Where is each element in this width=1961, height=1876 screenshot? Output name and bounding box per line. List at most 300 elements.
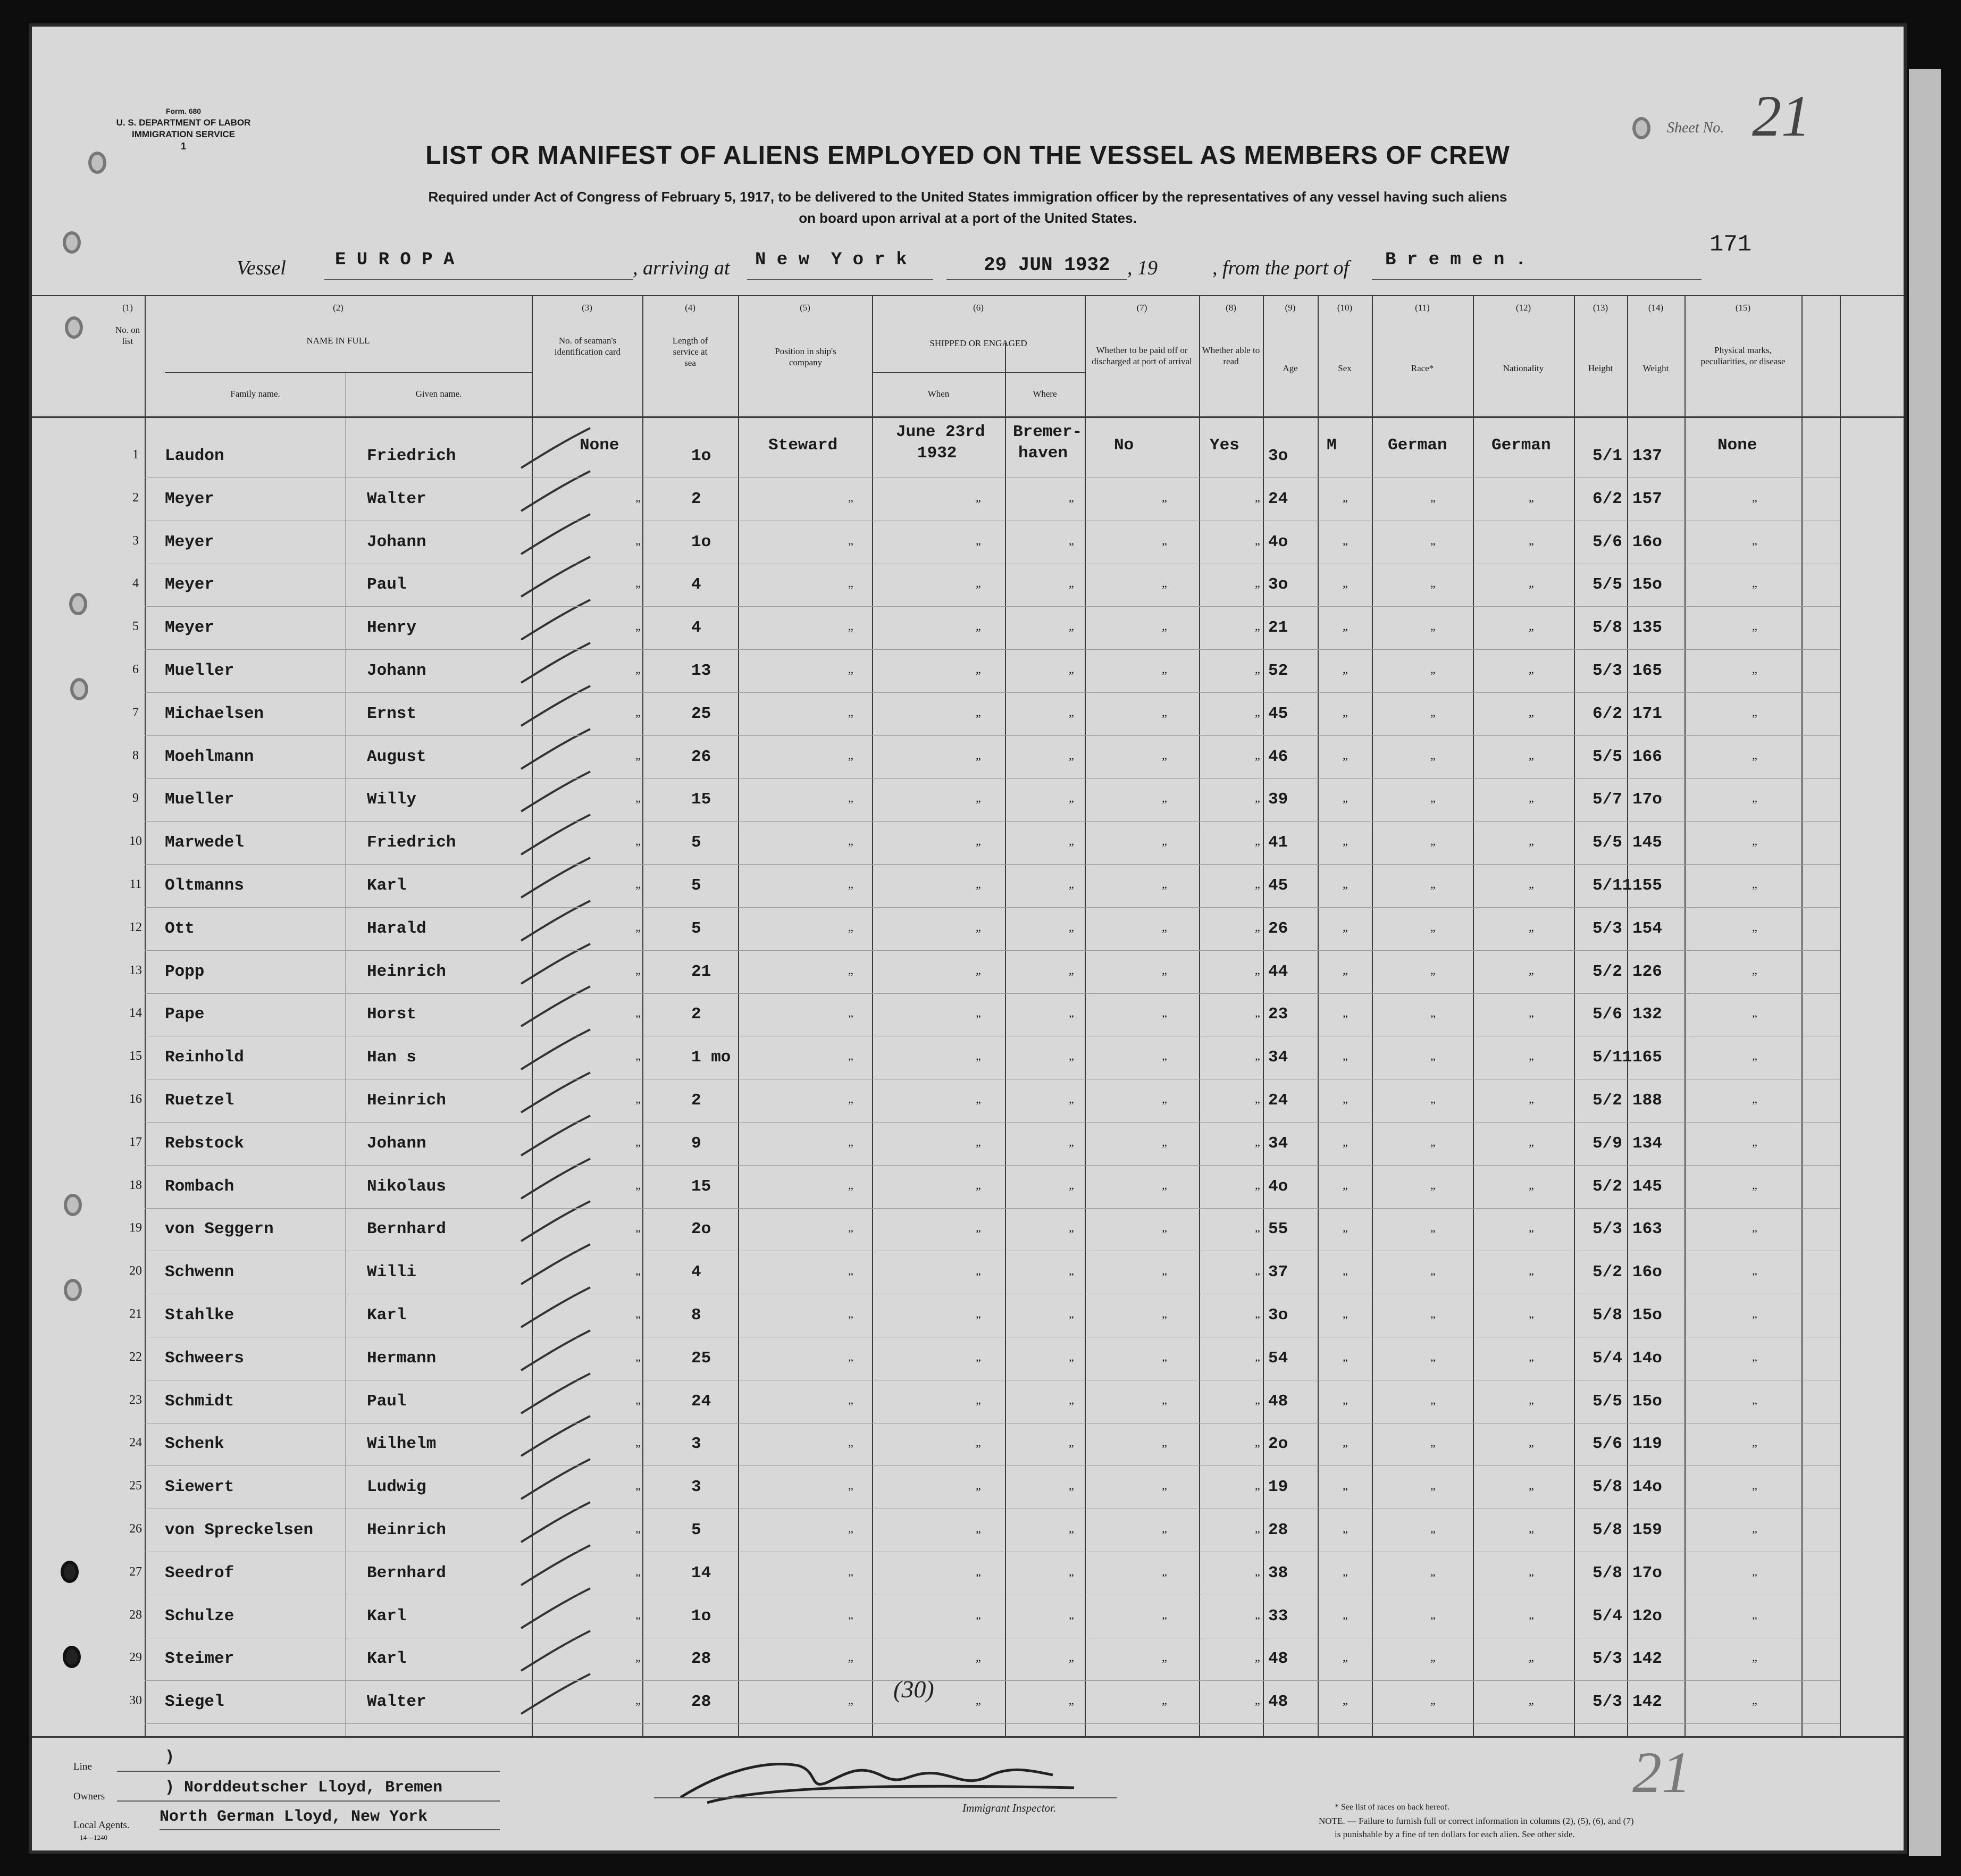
- age: 37: [1268, 1263, 1288, 1282]
- marks-ditto: ”: [1752, 497, 1757, 510]
- race-ditto: ”: [1430, 970, 1436, 983]
- service-length: 2: [691, 1091, 701, 1110]
- height: 5/1: [1593, 447, 1622, 465]
- height: 5/5: [1593, 1392, 1622, 1411]
- weight: 15o: [1632, 1306, 1662, 1325]
- given-name: Horst: [367, 1005, 417, 1024]
- marks-ditto: ”: [1752, 1528, 1757, 1542]
- row-number: 1: [132, 448, 139, 462]
- subtitle-line-2: on board upon arrival at a port of the United States.: [799, 210, 1137, 226]
- given-name: Bernhard: [367, 1220, 446, 1238]
- race-ditto: ”: [1430, 841, 1436, 854]
- weight: 188: [1632, 1091, 1662, 1110]
- col-5-label: Position in ship's company: [775, 346, 836, 367]
- service-length: 5: [691, 833, 701, 852]
- check-mark: [510, 1500, 596, 1547]
- marks-ditto: ”: [1752, 970, 1757, 983]
- height: 5/2: [1593, 1091, 1622, 1110]
- where-ditto: ”: [1069, 1442, 1074, 1455]
- height: 5/11: [1593, 876, 1632, 895]
- age: 4o: [1268, 533, 1288, 551]
- weight: 17o: [1632, 790, 1662, 809]
- sex-ditto: ”: [1343, 1528, 1348, 1542]
- where-ditto: ”: [1069, 1657, 1074, 1670]
- weight: 15o: [1632, 575, 1662, 594]
- row-rule: [145, 1208, 1840, 1209]
- nationality-ditto: ”: [1529, 497, 1534, 510]
- agents-label: Local Agents.: [73, 1820, 130, 1831]
- read-ditto: ”: [1255, 1270, 1260, 1284]
- position-ditto: ”: [848, 1099, 853, 1112]
- when-ditto: ”: [976, 1400, 981, 1413]
- subtitle-line-1: Required under Act of Congress of February 5, 1917, to be delivered to the United States immigration officer by the representatives of any vessel having such aliens: [428, 189, 1507, 205]
- given-name: Johann: [367, 533, 426, 551]
- punch-hole: [70, 678, 88, 700]
- age: 34: [1268, 1134, 1288, 1153]
- sheet-label: Sheet No.: [1667, 120, 1724, 136]
- check-mark: [510, 683, 596, 731]
- given-name: Karl: [367, 876, 407, 895]
- departure-port: B r e m e n .: [1385, 250, 1527, 270]
- when-ditto: ”: [976, 970, 981, 983]
- check-mark: [510, 984, 596, 1032]
- inspector-label: Immigrant Inspector.: [962, 1802, 1057, 1814]
- service-length: 15: [691, 790, 711, 809]
- family-name: Meyer: [165, 490, 215, 508]
- where-ditto: ”: [1069, 540, 1074, 554]
- position-ditto: ”: [848, 1313, 853, 1327]
- service-length: 25: [691, 1349, 711, 1368]
- row-rule: [145, 950, 1840, 951]
- family-name: Meyer: [165, 533, 215, 551]
- when-ditto: ”: [976, 1356, 981, 1370]
- col-12-label: Nationality: [1503, 363, 1544, 373]
- read-ditto: ”: [1255, 626, 1260, 639]
- age: 3o: [1268, 575, 1288, 594]
- when-ditto: ”: [976, 841, 981, 854]
- row-number: 19: [129, 1221, 142, 1235]
- position-ditto: ”: [848, 1528, 853, 1542]
- paid-off-ditto: ”: [1162, 1400, 1167, 1413]
- when-ditto: ”: [976, 1614, 981, 1628]
- sex-ditto: ”: [1343, 927, 1348, 940]
- form-number: Form. 680: [165, 107, 202, 115]
- punch-hole: [63, 1646, 81, 1668]
- card-ditto: ”: [635, 1442, 641, 1455]
- family-name: von Spreckelsen: [165, 1521, 314, 1539]
- position-ditto: ”: [848, 1056, 853, 1069]
- when-ditto: ”: [976, 1056, 981, 1069]
- height: 5/8: [1593, 1478, 1622, 1496]
- line-value: ): [165, 1748, 175, 1766]
- position-ditto: ”: [848, 1012, 853, 1026]
- col-14-num: (14): [1648, 303, 1664, 313]
- sex-ditto: ”: [1343, 970, 1348, 983]
- marks-ditto: ”: [1752, 1142, 1757, 1155]
- marks-ditto: ”: [1752, 1056, 1757, 1069]
- where-ditto: ”: [1069, 1485, 1074, 1498]
- form-code: 14—1240: [80, 1833, 107, 1841]
- check-mark: [510, 1027, 596, 1075]
- punch-hole: [65, 316, 83, 339]
- read-ditto: ”: [1255, 712, 1260, 725]
- row-1-paid-off: No: [1114, 436, 1134, 455]
- nationality-ditto: ”: [1529, 798, 1534, 811]
- card-ditto: ”: [635, 712, 641, 725]
- given-name: Heinrich: [367, 1521, 446, 1539]
- nationality-ditto: ”: [1529, 1185, 1534, 1198]
- age: 19: [1268, 1478, 1288, 1496]
- when-ditto: ”: [976, 1142, 981, 1155]
- nationality-ditto: ”: [1529, 927, 1534, 940]
- when-ditto: ”: [976, 1700, 981, 1713]
- race-ditto: ”: [1430, 1614, 1436, 1628]
- marks-ditto: ”: [1752, 1657, 1757, 1670]
- service-length: 8: [691, 1306, 701, 1325]
- age: 33: [1268, 1607, 1288, 1626]
- row-number: 17: [129, 1135, 142, 1149]
- age: 26: [1268, 919, 1288, 938]
- owners-label: Owners: [73, 1791, 105, 1802]
- weight: 119: [1632, 1435, 1662, 1453]
- given-name: Walter: [367, 490, 426, 508]
- marks-ditto: ”: [1752, 1614, 1757, 1628]
- position-ditto: ”: [848, 1227, 853, 1241]
- when-ditto: ”: [976, 1528, 981, 1542]
- row-number: 2: [132, 491, 139, 505]
- age: 4o: [1268, 1177, 1288, 1196]
- race-ditto: ”: [1430, 1012, 1436, 1026]
- nationality-ditto: ”: [1529, 583, 1534, 596]
- weight: 14o: [1632, 1349, 1662, 1368]
- age: 24: [1268, 490, 1288, 508]
- marks-ditto: ”: [1752, 626, 1757, 639]
- service-length: 13: [691, 661, 711, 680]
- read-ditto: ”: [1255, 841, 1260, 854]
- check-mark: [510, 726, 596, 774]
- row-number: 30: [129, 1694, 142, 1707]
- height: 6/2: [1593, 490, 1622, 508]
- read-ditto: ”: [1255, 1400, 1260, 1413]
- nationality-ditto: ”: [1529, 1099, 1534, 1112]
- race-ditto: ”: [1430, 1442, 1436, 1455]
- vessel-name: E U R O P A: [335, 250, 455, 270]
- card-ditto: ”: [635, 884, 641, 897]
- weight: 145: [1632, 833, 1662, 852]
- when-ditto: ”: [976, 540, 981, 554]
- col-15-label: Physical marks, peculiarities, or disease: [1700, 345, 1786, 366]
- where-ditto: ”: [1069, 841, 1074, 854]
- position-ditto: ”: [848, 798, 853, 811]
- height: 5/8: [1593, 1306, 1622, 1325]
- from-port-label: , from the port of: [1212, 257, 1350, 279]
- col-11-num: (11): [1415, 303, 1430, 313]
- marks-ditto: ”: [1752, 1099, 1757, 1112]
- read-ditto: ”: [1255, 1700, 1260, 1713]
- nationality-ditto: ”: [1529, 1142, 1534, 1155]
- where-ditto: ”: [1069, 1313, 1074, 1327]
- when-ditto: ”: [976, 1185, 981, 1198]
- col-8-num: (8): [1226, 303, 1236, 313]
- weight: 159: [1632, 1521, 1662, 1539]
- col-1-num: (1): [122, 303, 133, 313]
- col-13-num: (13): [1593, 303, 1608, 313]
- department: U. S. DEPARTMENT OF LABOR: [116, 118, 251, 128]
- weight: 16o: [1632, 533, 1662, 551]
- weight: 166: [1632, 748, 1662, 766]
- marks-ditto: ”: [1752, 1442, 1757, 1455]
- weight: 135: [1632, 618, 1662, 637]
- punch-hole: [61, 1561, 79, 1583]
- paid-off-ditto: ”: [1162, 669, 1167, 682]
- given-name: Friedrich: [367, 447, 456, 465]
- when-ditto: ”: [976, 1485, 981, 1498]
- family-name: von Seggern: [165, 1220, 274, 1238]
- paid-off-ditto: ”: [1162, 1056, 1167, 1069]
- marks-ditto: ”: [1752, 1185, 1757, 1198]
- sex-ditto: ”: [1343, 583, 1348, 596]
- age: 48: [1268, 1693, 1288, 1711]
- row-rule: [145, 1122, 1840, 1123]
- marks-ditto: ”: [1752, 1356, 1757, 1370]
- card-ditto: ”: [635, 583, 641, 596]
- line-label: Line: [73, 1761, 92, 1772]
- read-ditto: ”: [1255, 1313, 1260, 1327]
- weight: 142: [1632, 1649, 1662, 1668]
- sex-ditto: ”: [1343, 755, 1348, 768]
- col-2-family: Family name.: [230, 389, 280, 399]
- race-ditto: ”: [1430, 798, 1436, 811]
- paid-off-ditto: ”: [1162, 1657, 1167, 1670]
- check-mark: [510, 554, 596, 602]
- sex-ditto: ”: [1343, 626, 1348, 639]
- service-length: 2o: [691, 1220, 711, 1238]
- marks-ditto: ”: [1752, 1700, 1757, 1713]
- check-mark: [510, 597, 596, 645]
- sex-ditto: ”: [1343, 841, 1348, 854]
- sex-ditto: ”: [1343, 1227, 1348, 1241]
- col-6-label: SHIPPED OR ENGAGED: [929, 338, 1027, 348]
- read-ditto: ”: [1255, 1012, 1260, 1026]
- nationality-ditto: ”: [1529, 1657, 1534, 1670]
- race-ditto: ”: [1430, 540, 1436, 554]
- marks-ditto: ”: [1752, 884, 1757, 897]
- height: 5/6: [1593, 533, 1622, 551]
- age: 52: [1268, 661, 1288, 680]
- family-name: Mueller: [165, 661, 234, 680]
- row-number: 3: [132, 534, 139, 548]
- race-ditto: ”: [1430, 497, 1436, 510]
- read-ditto: ”: [1255, 884, 1260, 897]
- given-name: Heinrich: [367, 1091, 446, 1110]
- position-ditto: ”: [848, 669, 853, 682]
- age: 38: [1268, 1564, 1288, 1582]
- age: 48: [1268, 1392, 1288, 1411]
- race-ditto: ”: [1430, 626, 1436, 639]
- col-2-given: Given name.: [415, 389, 462, 399]
- family-name: Oltmanns: [165, 876, 244, 895]
- card-ditto: ”: [635, 540, 641, 554]
- given-name: Willy: [367, 790, 417, 809]
- paid-off-ditto: ”: [1162, 1142, 1167, 1155]
- weight: 145: [1632, 1177, 1662, 1196]
- weight: 157: [1632, 490, 1662, 508]
- card-ditto: ”: [635, 1356, 641, 1370]
- where-ditto: ”: [1069, 927, 1074, 940]
- nationality-ditto: ”: [1529, 1485, 1534, 1498]
- card-ditto: ”: [635, 755, 641, 768]
- punch-hole: [69, 593, 87, 615]
- read-ditto: ”: [1255, 1571, 1260, 1585]
- row-number: 4: [132, 576, 139, 590]
- family-name: Meyer: [165, 618, 215, 637]
- where-ditto: ”: [1069, 712, 1074, 725]
- nationality-ditto: ”: [1529, 1227, 1534, 1241]
- height: 5/6: [1593, 1005, 1622, 1024]
- paid-off-ditto: ”: [1162, 970, 1167, 983]
- row-1-read: Yes: [1210, 436, 1239, 455]
- col-15-num: (15): [1735, 303, 1751, 313]
- when-ditto: ”: [976, 497, 981, 510]
- height: 5/6: [1593, 1435, 1622, 1453]
- read-ditto: ”: [1255, 1442, 1260, 1455]
- check-mark: [510, 1456, 596, 1504]
- check-mark: [510, 1285, 596, 1333]
- weight: 163: [1632, 1220, 1662, 1238]
- where-ditto: ”: [1069, 669, 1074, 682]
- card-ditto: ”: [635, 1142, 641, 1155]
- read-ditto: ”: [1255, 1528, 1260, 1542]
- row-1-nationality: German: [1491, 436, 1551, 455]
- height: 5/2: [1593, 1177, 1622, 1196]
- service-length: 26: [691, 748, 711, 766]
- service-length: 9: [691, 1134, 701, 1153]
- given-name: Paul: [367, 1392, 407, 1411]
- given-name: August: [367, 748, 426, 766]
- row-number: 26: [129, 1522, 142, 1536]
- note-line-1: NOTE. — Failure to furnish full or correct information in columns (2), (5), (6), and (7): [1319, 1816, 1634, 1826]
- paid-off-ditto: ”: [1162, 626, 1167, 639]
- row-number: 7: [132, 706, 139, 719]
- nationality-ditto: ”: [1529, 1528, 1534, 1542]
- when-ditto: ”: [976, 1012, 981, 1026]
- where-ditto: ”: [1069, 1356, 1074, 1370]
- sex-ditto: ”: [1343, 1142, 1348, 1155]
- paid-off-ditto: ”: [1162, 1442, 1167, 1455]
- page-title: LIST OR MANIFEST OF ALIENS EMPLOYED ON THE VESSEL AS MEMBERS OF CREW: [425, 141, 1510, 170]
- arriving-label: , arriving at: [633, 257, 730, 279]
- card-ditto: ”: [635, 798, 641, 811]
- where-ditto: ”: [1069, 970, 1074, 983]
- position-ditto: ”: [848, 626, 853, 639]
- where-ditto: ”: [1069, 755, 1074, 768]
- row-number: 29: [129, 1651, 142, 1664]
- service-length: 5: [691, 919, 701, 938]
- position-ditto: ”: [848, 1400, 853, 1413]
- when-ditto: ”: [976, 1657, 981, 1670]
- agents-value: North German Lloyd, New York: [160, 1808, 428, 1826]
- position-ditto: ”: [848, 755, 853, 768]
- row-rule: [145, 1165, 1840, 1166]
- family-name: Schwenn: [165, 1263, 234, 1282]
- card-ditto: ”: [635, 1485, 641, 1498]
- paid-off-ditto: ”: [1162, 1270, 1167, 1284]
- punch-hole: [64, 1279, 82, 1301]
- col-11-label: Race*: [1411, 363, 1434, 373]
- row-1-when-2: 1932: [917, 444, 957, 463]
- row-rule: [145, 606, 1840, 607]
- when-ditto: ”: [976, 884, 981, 897]
- weight: 16o: [1632, 1263, 1662, 1282]
- check-mark: [510, 898, 596, 946]
- col-12-num: (12): [1515, 303, 1531, 313]
- stamp-number: 171: [1709, 231, 1752, 258]
- marks-ditto: ”: [1752, 1270, 1757, 1284]
- service-length: 15: [691, 1177, 711, 1196]
- check-mark: [510, 812, 596, 860]
- card-ditto: ”: [635, 1400, 641, 1413]
- when-ditto: ”: [976, 1313, 981, 1327]
- nationality-ditto: ”: [1529, 1056, 1534, 1069]
- col-3-label: No. of seaman's identification card: [554, 336, 621, 357]
- service-length: 21: [691, 962, 711, 981]
- punch-hole: [64, 1194, 82, 1216]
- vessel-label: Vessel: [237, 257, 286, 279]
- sex-ditto: ”: [1343, 1313, 1348, 1327]
- paid-off-ditto: ”: [1162, 1614, 1167, 1628]
- read-ditto: ”: [1255, 1614, 1260, 1628]
- read-ditto: ”: [1255, 927, 1260, 940]
- read-ditto: ”: [1255, 1356, 1260, 1370]
- service-length: 5: [691, 876, 701, 895]
- check-mark: [510, 468, 596, 516]
- marks-ditto: ”: [1752, 712, 1757, 725]
- marks-ditto: ”: [1752, 1571, 1757, 1585]
- row-number: 25: [129, 1479, 142, 1493]
- family-name: Marwedel: [165, 833, 244, 852]
- family-name: Schulze: [165, 1607, 234, 1626]
- service-length: 2: [691, 1005, 701, 1024]
- card-ditto: ”: [635, 1012, 641, 1026]
- check-mark: [510, 1070, 596, 1118]
- position-ditto: ”: [848, 1356, 853, 1370]
- row-rule: [145, 993, 1840, 994]
- check-mark: [510, 1113, 596, 1161]
- sex-ditto: ”: [1343, 798, 1348, 811]
- given-name: Karl: [367, 1306, 407, 1325]
- check-mark: [510, 855, 596, 903]
- card-ditto: ”: [635, 1227, 641, 1241]
- check-mark: [510, 1328, 596, 1376]
- row-1-where-2: haven: [1018, 444, 1068, 463]
- where-ditto: ”: [1069, 798, 1074, 811]
- family-name: Rebstock: [165, 1134, 244, 1153]
- card-ditto: ”: [635, 1056, 641, 1069]
- race-ditto: ”: [1430, 583, 1436, 596]
- given-name: Harald: [367, 919, 426, 938]
- service-length: 14: [691, 1564, 711, 1582]
- pencil-number: 21: [1632, 1740, 1691, 1805]
- marks-ditto: ”: [1752, 540, 1757, 554]
- form-mark: 1: [180, 141, 186, 152]
- row-number: 5: [132, 619, 139, 633]
- read-ditto: ”: [1255, 970, 1260, 983]
- family-name: Ott: [165, 919, 195, 938]
- row-1-when-1: June 23rd: [896, 423, 985, 441]
- given-name: Friedrich: [367, 833, 456, 852]
- age: 44: [1268, 962, 1288, 981]
- where-ditto: ”: [1069, 1700, 1074, 1713]
